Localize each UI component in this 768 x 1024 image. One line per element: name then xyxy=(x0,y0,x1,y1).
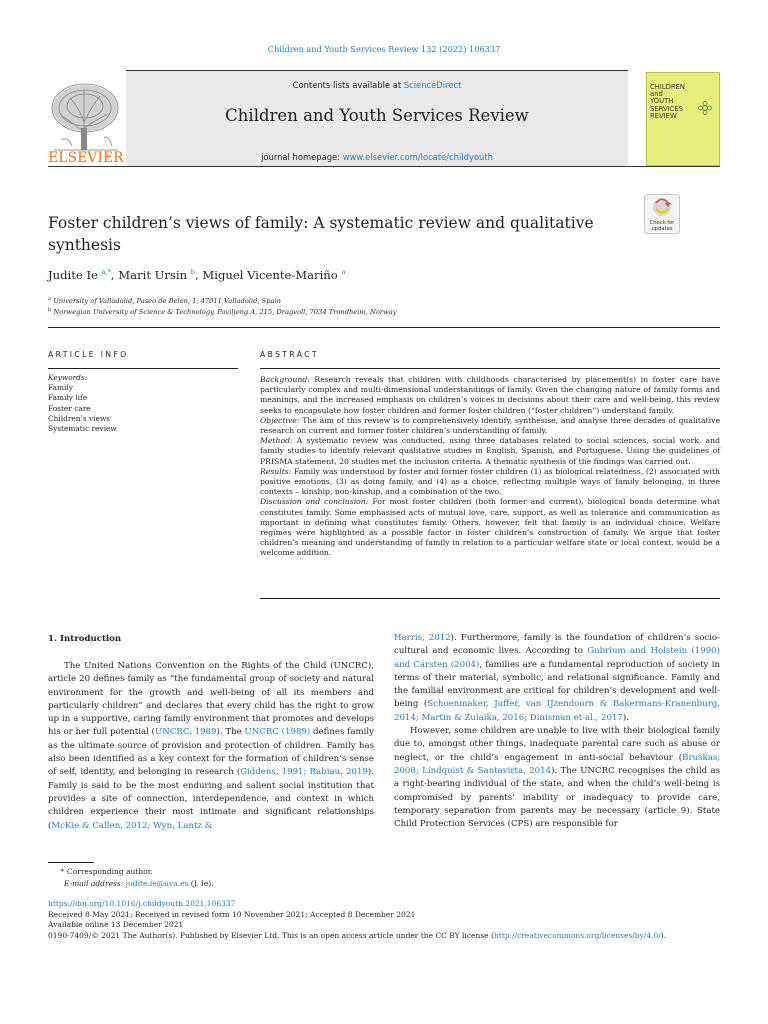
email-label: E-mail address: xyxy=(64,879,124,889)
badge-text-1: Check for xyxy=(649,220,675,226)
body-paragraph xyxy=(394,632,720,725)
footnote-rule xyxy=(48,862,94,863)
header-rule xyxy=(48,166,720,167)
keyword: Family xyxy=(48,383,73,393)
abstract-section xyxy=(260,416,720,436)
body-paragraph xyxy=(394,725,720,831)
author-affiliation-mark[interactable]: a xyxy=(341,268,346,277)
article-info-heading: ARTICLE INFO xyxy=(48,350,129,359)
body-text: defines family as the ultimate source of provision and protection of children. Family has also been identified as a key context for the formation of children’s sense of self, identity, and belonging in research ( xyxy=(48,727,374,778)
footnote-mark: * xyxy=(60,867,64,876)
abstract-text: For most foster children (both former and current), biological bonds determine what constitutes family. Some emphasised acts of mutual love, care, support, as well as tolerance and communication as important in defining what constitutes family. Others, however, felt that family is an individual choice. Welfare regimes were highlighted as a possible factor in foster children’s construction of family. We argue that foster children’s meaning and understanding of family in relation to a particular welfare state or local context, would be a welcome addition. xyxy=(260,497,720,558)
email-suffix: (J. Ie). xyxy=(188,879,214,889)
contents-line xyxy=(126,80,628,90)
divider xyxy=(260,598,720,599)
sciencedirect-link[interactable]: ScienceDirect xyxy=(403,80,462,90)
author-list xyxy=(48,268,345,282)
article-meta xyxy=(48,899,728,941)
abstract-heading: ABSTRACT xyxy=(260,350,319,359)
article-title: Foster children’s views of family: A systematic review and qualitative synthesis xyxy=(48,214,594,254)
abstract-section xyxy=(260,497,720,558)
affiliation-text: Norwegian University of Science & Technology, Pavilјong A, 215, Dragvoll, 7034 Trondheim, Norway xyxy=(53,308,397,317)
license-link[interactable]: http://creativecommons.org/licenses/by/4.0/ xyxy=(493,930,661,940)
author-name[interactable]: Marit Ursin xyxy=(118,268,188,282)
keyword: Systematic review xyxy=(48,424,117,434)
body-text: However, some children are unable to live with their biological family due to, amongst other things, inadequate parental care such as abuse or neglect, or the child’s engagement in anti-social behaviour ( xyxy=(394,726,720,763)
journal-title: Children and Youth Services Review xyxy=(225,106,529,125)
keyword: Foster care xyxy=(48,403,91,413)
license-line xyxy=(48,931,728,942)
author-separator: , xyxy=(195,268,203,282)
author-name[interactable]: Miguel Vicente-Mariño xyxy=(202,268,338,282)
homepage-prefix: journal homepage: xyxy=(261,152,343,162)
contents-prefix: Contents lists available at xyxy=(292,80,404,90)
homepage-line xyxy=(126,152,628,162)
abstract-body xyxy=(260,375,720,559)
license-suffix: ). xyxy=(660,930,667,940)
cover-line: and xyxy=(650,90,663,99)
email-link[interactable]: judite.ie@uva.es xyxy=(125,879,189,889)
abstract-label: Background: xyxy=(260,375,310,384)
author-affiliation-mark[interactable]: a,* xyxy=(101,268,111,277)
affiliation-mark: b xyxy=(48,307,52,313)
cover-line: YOUTH xyxy=(650,97,674,106)
section-heading: 1. Introduction xyxy=(48,634,122,644)
author-separator: , xyxy=(110,268,119,282)
abstract-text: A systematic review was conducted, using three databases related to social sciences, social work, and family studies to identify relevant qualitative studies in English, Spanish, and Portuguese. Using the guidelines of PRISMA statement, 20 studies met the inclusion criteria. A thematic synthesis of the findings was carried out. xyxy=(260,436,720,466)
abstract-label: Method: xyxy=(260,436,293,446)
doi-link[interactable]: https://doi.org/10.1016/j.childyouth.2021.106337 xyxy=(48,899,236,908)
abstract-text: Family was understood by foster and former foster children (1) as biological relatedness, (2) associated with positive emotions, (3) as doing family, and (4) as a choice, reflecting multiple ways of family belonging, in three contexts – kinship, non-kinship, and a combination of the two. xyxy=(260,466,720,497)
affiliation-mark: a xyxy=(48,296,51,302)
abstract-section xyxy=(260,375,720,416)
received-dates: Received 8 May 2021; Received in revised form 10 November 2021; Accepted 8 December 2021 xyxy=(48,909,416,919)
check-for-updates-icon[interactable] xyxy=(644,194,680,234)
body-column-left xyxy=(48,660,374,833)
affiliation xyxy=(48,307,397,316)
body-paragraph xyxy=(48,660,374,833)
journal-reference[interactable]: Children and Youth Services Review 132 (2022) 106337 xyxy=(267,44,501,54)
cover-line: REVIEW xyxy=(650,111,677,120)
abstract-label: Discussion and conclusion: xyxy=(260,497,369,507)
corresponding-author: Corresponding author. xyxy=(67,867,153,876)
abstract-section xyxy=(260,467,720,498)
abstract-section xyxy=(260,436,720,467)
body-text: ). The xyxy=(216,727,245,738)
divider xyxy=(48,327,720,328)
cover-line: SERVICES xyxy=(650,104,683,113)
badge-text-2: updates xyxy=(651,226,673,232)
citation-link[interactable]: Schoenmaker, Juffer, van IJzendoorn & Bakermans-Kranenburg, 2014; Martin & Zulaika, 2016; Dinisman et al., 2017 xyxy=(394,699,720,723)
author-affiliation-mark[interactable]: b xyxy=(190,268,196,277)
divider xyxy=(260,368,720,369)
citation-link[interactable]: Harris, 2012 xyxy=(394,633,451,643)
keywords-list xyxy=(48,373,117,434)
body-text: , families are a fundamental reproduction of society in terms of their material, symbolic, and relational significance. Family and the familial environment are critical for children’s development and well-being ( xyxy=(394,659,720,710)
affiliation-text: University of Valladolid, Paseo de Belén, 1, 47011 Valladolid, Spain xyxy=(53,297,281,306)
citation-link[interactable]: McKie & Callen, 2012; Wyn, Lantz & xyxy=(51,820,213,831)
citation-link[interactable]: Gubrium and Holstein (1990) and Carsten (2004) xyxy=(394,646,720,670)
citation-link[interactable]: UNCRC, 1989 xyxy=(155,727,217,738)
body-text: ). xyxy=(622,712,629,723)
abstract-text: The aim of this review is to comprehensively identify, synthesise, and analyse three decades of qualitative research on current and former foster children’s understanding of family. xyxy=(260,415,720,436)
keyword: Family life xyxy=(48,393,88,403)
keyword: Children’s views xyxy=(48,413,111,423)
abstract-label: Objective: xyxy=(260,415,300,425)
body-text: ). Furthermore, family is the foundation of children’s socio-cultural and economic lives. According to xyxy=(394,633,721,657)
footnote xyxy=(48,866,214,891)
abstract-text: Research reveals that children with childhoods characterised by placement(s) in foster care have particularly complex and multi-dimensional understandings of family. Given the changing nature of family forms and meanings, and the increased emphasis on children’s voices in decisions about their care and well-being, this review seeks to encapsulate how foster children and former foster children (“foster children”) understand family. xyxy=(260,375,720,415)
body-text: ). The UNCRC recognises the child as a right-bearing individual of the state, and when the child’s well-being is compromised by parents’ inability or inadequacy to provide care, temporary separation from parents may be necessary (article 9). State Child Protection Services (CPS) are responsible for xyxy=(394,765,720,830)
keywords-label: Keywords: xyxy=(48,373,88,382)
available-online: Available online 13 December 2021 xyxy=(48,920,184,930)
cover-line: CHILDREN xyxy=(650,83,685,91)
citation-link[interactable]: UNCRC (1989) xyxy=(244,727,311,738)
publisher-wordmark[interactable]: ELSEVIER xyxy=(48,150,124,166)
citation-link[interactable]: Bruskas, 2008; Lindquist & Santavirta, 2014 xyxy=(394,752,720,776)
journal-homepage-link[interactable]: www.elsevier.com/locate/childyouth xyxy=(342,152,493,162)
license-text: 0190-7409/© 2021 The Author(s). Published by Elsevier Ltd. This is an open access article under the CC BY license ( xyxy=(48,930,494,940)
affiliation xyxy=(48,296,281,305)
cover-title xyxy=(650,84,694,120)
cover-flower-icon xyxy=(697,100,713,116)
author-name[interactable]: Judite Ie xyxy=(48,268,98,282)
body-text: The United Nations Convention on the Rights of the Child (UNCRC), article 20 defines family as “the fundamental group of society and natural environment for the growth and well-being of all its members and particularly children” and declares that every child has the right to grow up in a supportive, caring family environment that promotes and develops his or her full potential ( xyxy=(48,661,374,738)
body-column-right xyxy=(394,632,720,831)
divider xyxy=(48,368,238,369)
body-text: ). Family is said to be the most enduring and salient social institution that provides a site of connection, interdependence, and context in which children experience their most intimate and significant relationships ( xyxy=(48,767,374,831)
citation-link[interactable]: Giddens, 1991; Rabiau, 2019 xyxy=(240,767,368,778)
abstract-label: Results: xyxy=(260,466,292,476)
